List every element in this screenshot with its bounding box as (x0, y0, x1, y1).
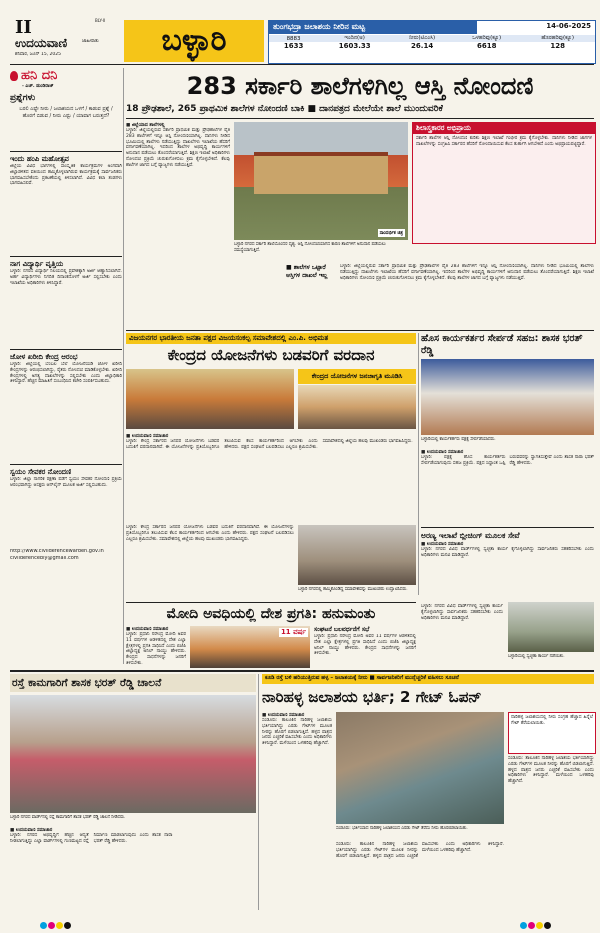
bottom-left-text: ಬಳ್ಳಾರಿ: ನಗರದ ಅಭಿವೃದ್ಧಿಗೆ ಹೆಚ್ಚಿನ ಆದ್ಯತೆ ನೀಡಲಾಗುತ್ತಿದ್ದು ಎಲ್ಲಾ ವಾರ್ಡ್‌ಗಳಲ್ಲಿ ಗುಣಮಟ್ಟದ ರಸ್ತೆ ನಿರ್ಮಾಣ ಮಾಡಲಾಗುವುದು ಎಂದು ಶಾಸಕ ನಾರಾ ಭರತ್ ರೆಡ್ಡಿ ಹೇಳಿದರು. (10, 833, 173, 844)
lead-byline: ■ ಜಿಲ್ಲೆಯಾದ ಶಾಲೆಗಳಲ್ಲಿ (126, 123, 165, 128)
masthead (0, 0, 600, 66)
modi-headline: ಮೋದಿ ಅವಧಿಯಲ್ಲಿ ದೇಶ ಪ್ರಗತಿ: ಹನುಮಂತು (166, 606, 376, 622)
lead-pullquote: ■ ಶಾಲೆಗಳ ಒಟ್ಟಾರೆ ಆಸ್ತಿಗಳ ದಾಖಲೆ ಇಲ್ಲ (286, 264, 328, 279)
centre-story (126, 333, 416, 633)
dam-header: ಹೊರಹರಿವು(ಕ್ಯೂ) (541, 35, 575, 41)
bottom-left-photo (10, 695, 256, 813)
bottom-right-sidebox (508, 712, 596, 754)
dam-value: 6618 (476, 42, 497, 50)
bottom-right-text-col3: ಸಂಡೂರು: ತಾಲೂಕಿನ ನಾರಿಹಳ್ಳ ಜಲಾಶಯ ಭರ್ತಿಯಾಗಿದ್ದು ಎರಡು ಗೇಟ್‌ಗಳ ಮೂಲಕ ನೀರನ್ನು ಹೊರಗೆ ಬಿಡಲಾಗುತ್ತಿದೆ. ಹಳ್ಳದ ಪಾತ್ರದ ಜನರು ಎಚ್ಚರಿಕೆ ವಹಿಸಬೇಕು ಎಂದು ಅಧಿಕಾರಿಗಳು ತಿಳಿಸಿದ್ದಾರೆ. ಮಳೆಯಿಂದ ಒಳಹರಿವು ಹೆಚ್ಚಾಗಿದೆ. (508, 756, 594, 785)
lead-story (126, 68, 594, 328)
story2-text: ಬಳ್ಳಾರಿ: ನಗರದ ವಿದ್ಯಾರ್ಥಿ ನಿಲಯದಲ್ಲಿ ಪ್ರವೇಶಕ್ಕಾಗಿ ಅರ್ಜಿ ಆಹ್ವಾನಿಸಲಾಗಿದೆ. ಅರ್ಹ ವಿದ್ಯಾರ್ಥಿಗಳು ನಿಗದಿತ ದಿನಾಂಕದೊಳಗೆ ಅರ್ಜಿ ಸಲ್ಲಿಸಬೇಕು ಎಂದು ಇಲಾಖೆಯ ಅಧಿಕಾರಿಗಳು ತಿಳಿಸಿದ್ದಾರೆ. (10, 269, 122, 286)
lead-text: ಬಳ್ಳಾರಿ: ಜಿಲ್ಲೆಯಲ್ಲಿರುವ ಸರ್ಕಾರಿ ಪ್ರಾಥಮಿಕ ಮತ್ತು ಪ್ರೌಢಶಾಲೆಗಳ ಪೈಕಿ 283 ಶಾಲೆಗಳಿಗೆ ಇನ್ನೂ ಆಸ್ತಿ ನೋಂದಣಿಯಾಗಿಲ್ಲ. ದಾನಿಗಳು ನೀಡಿದ ಭೂಮಿಯಲ್ಲಿ ಶಾಲೆಗಳು ನಡೆಯುತ್ತಿದ್ದು ದಾಖಲೆಗಳು ಇಲಾಖೆಯ ಹೆಸರಿಗೆ ವರ್ಗಾವಣೆಯಾಗಿಲ್ಲ. ಇದರಿಂದ ಶಾಲೆಗಳ ಅಭಿವೃದ್ಧಿ ಕಾರ್ಯಗಳಿಗೆ ಅನುದಾನ ಪಡೆಯಲು ತೊಂದರೆಯಾಗುತ್ತಿದೆ. ಶಿಕ್ಷಣ ಇಲಾಖೆ ಅಧಿಕಾರಿಗಳು ನೋಂದಣಿ ಪ್ರಕ್ರಿಯೆ ಚುರುಕುಗೊಳಿಸಲು ಕ್ರಮ ಕೈಗೊಳ್ಳಬೇಕಿದೆ. ಕೆಲವು ಶಾಲೆಗಳ ಜಾಗದ ಬಗ್ಗೆ ವ್ಯಾಜ್ಯಗಳು ನಡೆಯುತ್ತಿವೆ. (126, 128, 230, 168)
dam-header: ಇಂದಿನ(ಅ) (344, 35, 365, 41)
edition-date: ಶನಿವಾರ, ಜೂನ್ 15, 2025 (15, 52, 62, 57)
bottom-right-story (262, 674, 594, 910)
modi-side-headline: ಸಂಘಟನೆ ಬಲವರ್ಧನೆಗೆ ಸಭೆ (314, 626, 370, 633)
dam-table-grid (269, 35, 595, 50)
lead-text-cont: ಬಳ್ಳಾರಿ: ಜಿಲ್ಲೆಯಲ್ಲಿರುವ ಸರ್ಕಾರಿ ಪ್ರಾಥಮಿಕ ಮತ್ತು ಪ್ರೌಢಶಾಲೆಗಳ ಪೈಕಿ 283 ಶಾಲೆಗಳಿಗೆ ಇನ್ನೂ ಆಸ್ತಿ ನೋಂದಣಿಯಾಗಿಲ್ಲ. ದಾನಿಗಳು ನೀಡಿದ ಭೂಮಿಯಲ್ಲಿ ಶಾಲೆಗಳು ನಡೆಯುತ್ತಿದ್ದು ದಾಖಲೆಗಳು ಇಲಾಖೆಯ ಹೆಸರಿಗೆ ವರ್ಗಾವಣೆಯಾಗಿಲ್ಲ. ಇದರಿಂದ ಶಾಲೆಗಳ ಅಭಿವೃದ್ಧಿ ಕಾರ್ಯಗಳಿಗೆ ಅನುದಾನ ಪಡೆಯಲು ತೊಂದರೆಯಾಗುತ್ತಿದೆ. ಶಿಕ್ಷಣ ಇಲಾಖೆ ಅಧಿಕಾರಿಗಳು ನೋಂದಣಿ ಪ್ರಕ್ರಿಯೆ ಚುರುಕುಗೊಳಿಸಲು ಕ್ರಮ ಕೈಗೊಳ್ಳಬೇಕಿದೆ. ಕೆಲವು ಶಾಲೆಗಳ ಜಾಗದ ಬಗ್ಗೆ ವ್ಯಾಜ್ಯಗಳು ನಡೆಯುತ್ತಿವೆ. (340, 264, 594, 281)
story3-text: ಬಳ್ಳಾರಿ: ಜಿಲ್ಲೆಯಲ್ಲಿ ಬೆಂಬಲ ಬೆಲೆ ಯೋಜನೆಯಡಿ ಜೋಳ ಖರೀದಿ ಕೇಂದ್ರಗಳನ್ನು ಆರಂಭಿಸಲಾಗಿದ್ದು, ರೈತರು ನೋಂದಣಿ ಮಾಡಿಕೊಳ್ಳಬೇಕು. ಖರೀದಿ ಕೇಂದ್ರಗಳಲ್ಲಿ ಅಗತ್ಯ ದಾಖಲೆಗಳನ್ನು ಸಲ್ಲಿಸಬೇಕು ಎಂದು ಜಿಲ್ಲಾಧಿಕಾರಿ ತಿಳಿಸಿದ್ದಾರೆ. ಹೆಚ್ಚಿನ ಮಾಹಿತಿಗೆ ಸಂಬಂಧಿಸಿದ ಕಚೇರಿ ಸಂಪರ್ಕಿಸಬಹುದು. (10, 362, 122, 385)
right2-headline: ಅರಣ್ಯ ಇಲಾಖೆ ಬ್ಲೀಚಿಂಗ್ ಮೂಲಕ ಸೇವೆ (421, 531, 520, 540)
centre-photo (126, 369, 294, 429)
page-number: II (15, 17, 32, 38)
honey-title: ಹನಿ ದನಿ (21, 68, 58, 83)
dam-level-table (268, 20, 596, 64)
right-byline: ■ ಉದಯವಾಣಿ ಸಮಾಚಾರ (421, 450, 464, 455)
bottom-left-caption: ಬಳ್ಳಾರಿ ನಗರದ ವಾರ್ಡ್‌ನಲ್ಲಿ ರಸ್ತೆ ಕಾಮಗಾರಿಗೆ ಶಾಸಕ ಭರತ್ ರೆಡ್ಡಿ ಚಾಲನೆ ನೀಡಿದರು. (10, 815, 126, 820)
right-headline: ಹೊಸ ಕಾರ್ಯಕರ್ತರ ಸೇರ್ಪಡೆ ಸಹಜ: ಶಾಸಕ ಭರತ್ ರೆಡ್ಡಿ (421, 333, 583, 356)
right-text: ಬಳ್ಳಾರಿ: ಪಕ್ಷಕ್ಕೆ ಹೊಸ ಕಾರ್ಯಕರ್ತರು ಸೇರ್ಪಡೆಯಾಗುವುದು ಸಹಜ ಪ್ರಕ್ರಿಯೆ. ಪಕ್ಷದ ಸಿದ್ಧಾಂತ ಒಪ್ಪಿ ಬರುವವರನ್ನು ಸ್ವಾಗತಿಸುತ್ತೇವೆ ಎಂದು ಶಾಸಕ ನಾರಾ ಭರತ್ ರೆಡ್ಡಿ ಹೇಳಿದರು. (421, 455, 594, 466)
bottom-right-byline: ■ ಉದಯವಾಣಿ ಸಮಾಚಾರ (262, 713, 305, 718)
bottom-left-headline: ರಸ್ತೆ ಕಾಮಗಾರಿಗೆ ಶಾಸಕ ಭರತ್ ರೆಡ್ಡಿ ಚಾಲನೆ (10, 674, 256, 692)
bottom-right-text: ಸಂಡೂರು: ತಾಲೂಕಿನ ನಾರಿಹಳ್ಳ ಜಲಾಶಯ ಭರ್ತಿಯಾಗಿದ್ದು ಎರಡು ಗೇಟ್‌ಗಳ ಮೂಲಕ ನೀರನ್ನು ಹೊರಗೆ ಬಿಡಲಾಗುತ್ತಿದೆ. ಹಳ್ಳದ ಪಾತ್ರದ ಜನರು ಎಚ್ಚರಿಕೆ ವಹಿಸಬೇಕು ಎಂದು ಅಧಿಕಾರಿಗಳು ತಿಳಿಸಿದ್ದಾರೆ. ಮಳೆಯಿಂದ ಒಳಹರಿವು ಹೆಚ್ಚಾಗಿದೆ. (262, 718, 332, 747)
centre-byline: ■ ಉದಯವಾಣಿ ಸಮಾಚಾರ (126, 434, 169, 439)
bottom-right-kicker: ಕೂಡಿ ರಸ್ತೆ ಬಳಿ ಹರಿಯುತ್ತಿರುವ ಹಳ್ಳ – ಜಲಾಶಯಕ್ಕೆ ನೀರು ■ ಸಾರ್ವಜನಿಕರಿಗೆ ಮುನ್ನೆಚ್ಚರಿಕೆ ವಹಿಸಲು ಸೂಚನೆ (262, 674, 594, 684)
story2-headline: ನಾಗ ವಿದ್ಯಾರ್ಥಿ ವೃತ್ತಿಯ (10, 260, 64, 268)
bottom-left-story (10, 674, 256, 910)
story3-headline: ಜೋಳ ಖರೀದಿ ಕೇಂದ್ರ ಆರಂಭ (10, 353, 78, 361)
right-photo (421, 359, 594, 435)
right2-photo (508, 602, 594, 652)
dam-subhead: 8883 (286, 35, 301, 42)
modi-text: ಬಳ್ಳಾರಿ: ಪ್ರಧಾನಿ ನರೇಂದ್ರ ಮೋದಿ ಅವರ 11 ವರ್ಷಗಳ ಆಡಳಿತದಲ್ಲಿ ದೇಶ ಎಲ್ಲಾ ಕ್ಷೇತ್ರಗಳಲ್ಲಿ ಪ್ರಗತಿ ಸಾಧಿಸಿದೆ ಎಂದು ಬಿಜೆಪಿ ಜಿಲ್ಲಾಧ್ಯಕ್ಷ ಅನಿಲ್ ನಾಯ್ಡು ಹೇಳಿದರು. ಕೇಂದ್ರದ ಸಾಧನೆಗಳನ್ನು ಜನರಿಗೆ ತಿಳಿಸಬೇಕು. (126, 632, 186, 666)
bottom-right-text-cont: ಸಂಡೂರು: ತಾಲೂಕಿನ ನಾರಿಹಳ್ಳ ಜಲಾಶಯ ಭರ್ತಿಯಾಗಿದ್ದು ಎರಡು ಗೇಟ್‌ಗಳ ಮೂಲಕ ನೀರನ್ನು ಹೊರಗೆ ಬಿಡಲಾಗುತ್ತಿದೆ. ಹಳ್ಳದ ಪಾತ್ರದ ಜನರು ಎಚ್ಚರಿಕೆ ವಹಿಸಬೇಕು ಎಂದು ಅಧಿಕಾರಿಗಳು ತಿಳಿಸಿದ್ದಾರೆ. ಮಳೆಯಿಂದ ಒಳಹರಿವು ಹೆಚ್ಚಾಗಿದೆ. (336, 842, 504, 859)
centre-kicker: ವಿಜಯನಗರ ಭಾರತೀಯ ಜನತಾ ಪಕ್ಷದ ವಿಜಯಸಂಕಲ್ಪ ಸಮಾವೇಶದಲ್ಲಿ ಎಂ.ಪಿ. ಅಭಿಮತ (126, 333, 416, 344)
dam-value: 26.14 (411, 42, 434, 50)
brand-word: ಜಾಹೀರಾತು (82, 39, 99, 44)
lead-subhead: 18 ಪ್ರೌಢಶಾಲೆ, 265 ಪ್ರಾಥಮಿಕ ಶಾಲೆಗಳ ನೋಂದಣಿ ಬಾಕಿ ■ ದಾನಪತ್ರದ ಮೇಲೆಯೇ ಶಾಲೆ ಮುಂದುವರಿಕೆ (126, 104, 443, 114)
modi-photo (190, 626, 310, 668)
centre-caption: ಬಳ್ಳಾರಿ ನಗರದಲ್ಲಿ ಹಮ್ಮಿಕೊಂಡಿದ್ದ ಸಮಾವೇಶವನ್ನು ಮುಖಂಡರು ಉದ್ಘಾಟಿಸಿದರು. (298, 587, 408, 592)
honey-poem: ಬರಲಿ ಎಷ್ಟೇ ನೀರು / ಜಲಾಶಯದ ಒಳಗೆ / ಕಾಡುವ ಪ್ರಶ್ನೆ / ಹೊರಗೆ ಬಿಡುವ / ನೀರು ಎಷ್ಟು / ಯಾವಾಗ ಬರುತ್ತದೆ? (19, 106, 113, 119)
paper-name: ಉದಯವಾಣಿ (15, 36, 68, 50)
lead-box-text: ಸರ್ಕಾರಿ ಶಾಲೆಗಳ ಆಸ್ತಿ ನೋಂದಣಿ ಕುರಿತು ಶಿಕ್ಷಣ ಇಲಾಖೆ ಗಂಭೀರ ಕ್ರಮ ಕೈಗೊಳ್ಳಬೇಕು. ದಾನಿಗಳು ನೀಡಿದ ಜಾಗಗಳ ದಾಖಲೆಗಳನ್ನು ಸಂಗ್ರಹಿಸಿ ಸರ್ಕಾರದ ಹೆಸರಿಗೆ ನೋಂದಾಯಿಸುವ ಕೆಲಸ ತುರ್ತಾಗಿ ಆಗಬೇಕಿದೆ ಎಂದು ಅಭಿಪ್ರಾಯಪಟ್ಟಿದ್ದಾರೆ. (416, 136, 592, 147)
story4-headline: ಸ್ವಯಂ ಸೇವಕರ ನೋಂದಣಿ (10, 468, 72, 476)
bottom-left-byline: ■ ಉದಯವಾಣಿ ಸಮಾಚಾರ (10, 828, 53, 833)
bottom-right-photo (336, 712, 504, 824)
dam-title: ತುಂಗಭದ್ರಾ ಜಲಾಶಯ ನೀರಿನ ಮಟ್ಟ (269, 21, 477, 34)
email-link[interactable]: civildefencebly@gmail.com (10, 556, 79, 561)
lead-photo-tag: ಸಾಂದರ್ಭಿಕ ಚಿತ್ರ (379, 231, 403, 236)
centre-text-cont: ಬಳ್ಳಾರಿ: ಕೇಂದ್ರ ಸರ್ಕಾರದ ಜನಪರ ಯೋಜನೆಗಳು ಬಡವರ ಬದುಕಿಗೆ ವರದಾನವಾಗಿವೆ. ಈ ಯೋಜನೆಗಳನ್ನು ಪ್ರತಿಯೊಬ್ಬರಿಗೂ ತಲುಪಿಸುವ ಕೆಲಸ ಕಾರ್ಯಕರ್ತರಿಂದ ಆಗಬೇಕು ಎಂದು ಹೇಳಿದರು. ಪಕ್ಷದ ಸಂಘಟನೆ ಬಲಪಡಿಸಲು ಎಲ್ಲರೂ ಶ್ರಮಿಸಬೇಕು. ಸಮಾವೇಶದಲ್ಲಿ ಜಿಲ್ಲೆಯ ಹಲವು ಮುಖಂಡರು ಭಾಗವಹಿಸಿದ್ದರು. (126, 525, 294, 542)
bottom-right-headline: ನಾರಿಹಳ್ಳ ಜಲಾಶಯ ಭರ್ತಿ; 2 ಗೇಟ್ ಓಪನ್ (262, 688, 482, 706)
centre-banner: ಕೇಂದ್ರದ ಯೋಜನೆಗಳ ಜನಜಾಗೃತಿ ಮೂಡಿಸಿ (298, 369, 416, 384)
lead-photo-caption: ಬಳ್ಳಾರಿ ನಗರದ ಸರ್ಕಾರಿ ಶಾಲೆಯೊಂದರ ದೃಶ್ಯ. ಆಸ್ತಿ ನೋಂದಣಿಯಾಗದ ಕಾರಣ ಶಾಲೆಗಳಿಗೆ ಅನುದಾನ ಪಡೆಯಲು ಸಮಸ್ಯೆಯಾಗುತ್ತಿದೆ. (234, 242, 386, 253)
right2-text: ಬಳ್ಳಾರಿ: ನಗರದ ವಿವಿಧ ವಾರ್ಡ್‌ಗಳಲ್ಲಿ ಸ್ವಚ್ಛತಾ ಕಾರ್ಯ ಕೈಗೊಳ್ಳಲಾಗಿದ್ದು ಸಾರ್ವಜನಿಕರು ಸಹಕರಿಸಬೇಕು ಎಂದು ಅಧಿಕಾರಿಗಳು ಮನವಿ ಮಾಡಿದ್ದಾರೆ. (421, 547, 594, 558)
centre-headline: ಕೇಂದ್ರದ ಯೋಜನೆಗಳು ಬಡವರಿಗೆ ವರದಾನ (167, 346, 375, 364)
dam-header: ನೀರು(ಟಿಎಂಸಿ) (409, 35, 436, 41)
story4-text: ಬಳ್ಳಾರಿ: ಜಿಲ್ಲಾ ನಾಗರಿಕ ರಕ್ಷಣಾ ಪಡೆಗೆ ಸ್ವಯಂ ಸೇವಕರ ನೋಂದಣಿ ಪ್ರಕ್ರಿಯೆ ಆರಂಭವಾಗಿದ್ದು ಆಸಕ್ತರು ಆನ್‌ಲೈನ್ ಮೂಲಕ ಅರ್ಜಿ ಸಲ್ಲಿಸಬಹುದು. (10, 477, 122, 488)
honey-author: - ಎಚ್. ಡುಂಡಿರಾಜ್ (22, 84, 54, 89)
right-caption: ಬಳ್ಳಾರಿಯಲ್ಲಿ ಕಾರ್ಯಕರ್ತರು ಪಕ್ಷಕ್ಕೆ ಸೇರ್ಪಡೆಯಾದರು. (421, 437, 496, 442)
right2-text-cont: ಬಳ್ಳಾರಿ: ನಗರದ ವಿವಿಧ ವಾರ್ಡ್‌ಗಳಲ್ಲಿ ಸ್ವಚ್ಛತಾ ಕಾರ್ಯ ಕೈಗೊಳ್ಳಲಾಗಿದ್ದು ಸಾರ್ವಜನಿಕರು ಸಹಕರಿಸಬೇಕು ಎಂದು ಅಧಿಕಾರಿಗಳು ಮನವಿ ಮಾಡಿದ್ದಾರೆ. (421, 604, 503, 621)
honey-dani-logo (10, 68, 122, 83)
print-registration-marks-right (520, 914, 552, 933)
centre-text: ಬಳ್ಳಾರಿ: ಕೇಂದ್ರ ಸರ್ಕಾರದ ಜನಪರ ಯೋಜನೆಗಳು ಬಡವರ ಬದುಕಿಗೆ ವರದಾನವಾಗಿವೆ. ಈ ಯೋಜನೆಗಳನ್ನು ಪ್ರತಿಯೊಬ್ಬರಿಗೂ ತಲುಪಿಸುವ ಕೆಲಸ ಕಾರ್ಯಕರ್ತರಿಂದ ಆಗಬೇಕು ಎಂದು ಹೇಳಿದರು. ಪಕ್ಷದ ಸಂಘಟನೆ ಬಲಪಡಿಸಲು ಎಲ್ಲರೂ ಶ್ರಮಿಸಬೇಕು. ಸಮಾವೇಶದಲ್ಲಿ ಜಿಲ್ಲೆಯ ಹಲವು ಮುಖಂಡರು ಭಾಗವಹಿಸಿದ್ದರು. (126, 439, 413, 450)
left-column (10, 68, 122, 664)
modi-story (126, 604, 416, 668)
dam-date: 14-06-2025 (546, 22, 591, 30)
lead-photo (234, 122, 408, 240)
right2-byline: ■ ಉದಯವಾಣಿ ಸಮಾಚಾರ (421, 542, 464, 547)
story1-text: ಜಿಲ್ಲೆಯ ವಿವಿಧ ಭಾಗಗಳಲ್ಲಿ ಸಾಂಸ್ಕೃತಿಕ ಕಾರ್ಯಕ್ರಮಗಳ ಅಂಗವಾಗಿ ಜಿಲ್ಲಾಡಳಿತದ ವತಿಯಿಂದ ಹಮ್ಮಿಕೊಳ್ಳಲಾಗಿರುವ ಕಾರ್ಯಕ್ರಮಕ್ಕೆ ಸಾರ್ವಜನಿಕರು ಭಾಗವಹಿಸಬೇಕೆಂದು ಪ್ರಕಟಣೆಯಲ್ಲಿ ತಿಳಿಸಲಾಗಿದೆ. ವಿವಿಧ ಕಲಾ ತಂಡಗಳು ಭಾಗವಹಿಸಲಿವೆ. (10, 164, 122, 187)
centre-photo-2 (298, 385, 416, 429)
city-banner (124, 20, 264, 62)
page-tag: BLY-II (95, 18, 106, 23)
lead-headline: 283 ಸರ್ಕಾರಿ ಶಾಲೆಗಳಿಗಿಲ್ಲ ಆಸ್ತಿ ನೋಂದಣಿ (186, 72, 534, 100)
print-registration-marks (40, 914, 72, 933)
modi-byline: ■ ಉದಯವಾಣಿ ಸಮಾಚಾರ (126, 627, 169, 632)
city-name: ಬಳ್ಳಾರಿ (161, 23, 227, 58)
dam-value: 1603.33 (338, 42, 371, 50)
modi-side-text: ಬಳ್ಳಾರಿ: ಪ್ರಧಾನಿ ನರೇಂದ್ರ ಮೋದಿ ಅವರ 11 ವರ್ಷಗಳ ಆಡಳಿತದಲ್ಲಿ ದೇಶ ಎಲ್ಲಾ ಕ್ಷೇತ್ರಗಳಲ್ಲಿ ಪ್ರಗತಿ ಸಾಧಿಸಿದೆ ಎಂದು ಬಿಜೆಪಿ ಜಿಲ್ಲಾಧ್ಯಕ್ಷ ಅನಿಲ್ ನಾಯ್ಡು ಹೇಳಿದರು. ಕೇಂದ್ರದ ಸಾಧನೆಗಳನ್ನು ಜನರಿಗೆ ತಿಳಿಸಬೇಕು. (314, 634, 416, 657)
honey-heading: ಪ್ರಶ್ನೆಗಳು (10, 93, 36, 103)
right2-caption: ಬಳ್ಳಾರಿಯಲ್ಲಿ ಸ್ವಚ್ಛತಾ ಕಾರ್ಯ ನಡೆಯಿತು. (508, 654, 565, 659)
bottom-right-sidebox-text: ನಾರಿಹಳ್ಳ ಜಲಾಶಯದಲ್ಲಿ ನೀರು ಸಂಗ್ರಹ ಹೆಚ್ಚಾದ ಹಿನ್ನೆಲೆ ಗೇಟ್ ತೆರೆಯಲಾಯಿತು. (511, 715, 593, 726)
flame-icon (10, 71, 18, 81)
lead-box-title: ಶಿಲಾಸ್ತ್ರಕಾರರ ಅಭಿಪ್ರಾಯ (413, 123, 595, 134)
centre-photo-3 (298, 525, 416, 585)
dam-value: 128 (550, 42, 565, 50)
website-link[interactable]: http://www.civildefencewarden.gov.in (10, 549, 104, 554)
dam-value: 1633 (283, 42, 304, 50)
story1-headline: ಇಂದು ಹಂಪಿ ಮಹೋತ್ಸವ (10, 155, 69, 163)
bottom-right-caption: ಸಂಡೂರು: ಭರ್ತಿಯಾದ ನಾರಿಹಳ್ಳ ಜಲಾಶಯದ ಎರಡು ಗೇಟ್ ತೆರೆದು ನೀರು ಹೊರಬಿಡಲಾಯಿತು. (336, 826, 468, 831)
school-building (254, 152, 388, 194)
right-story (421, 333, 594, 595)
lead-box (412, 122, 596, 244)
modi-badge: 11 ವರ್ಷ (280, 628, 306, 636)
dam-header: ಒಳಹರಿವು(ಕ್ಯೂ) (472, 35, 502, 41)
